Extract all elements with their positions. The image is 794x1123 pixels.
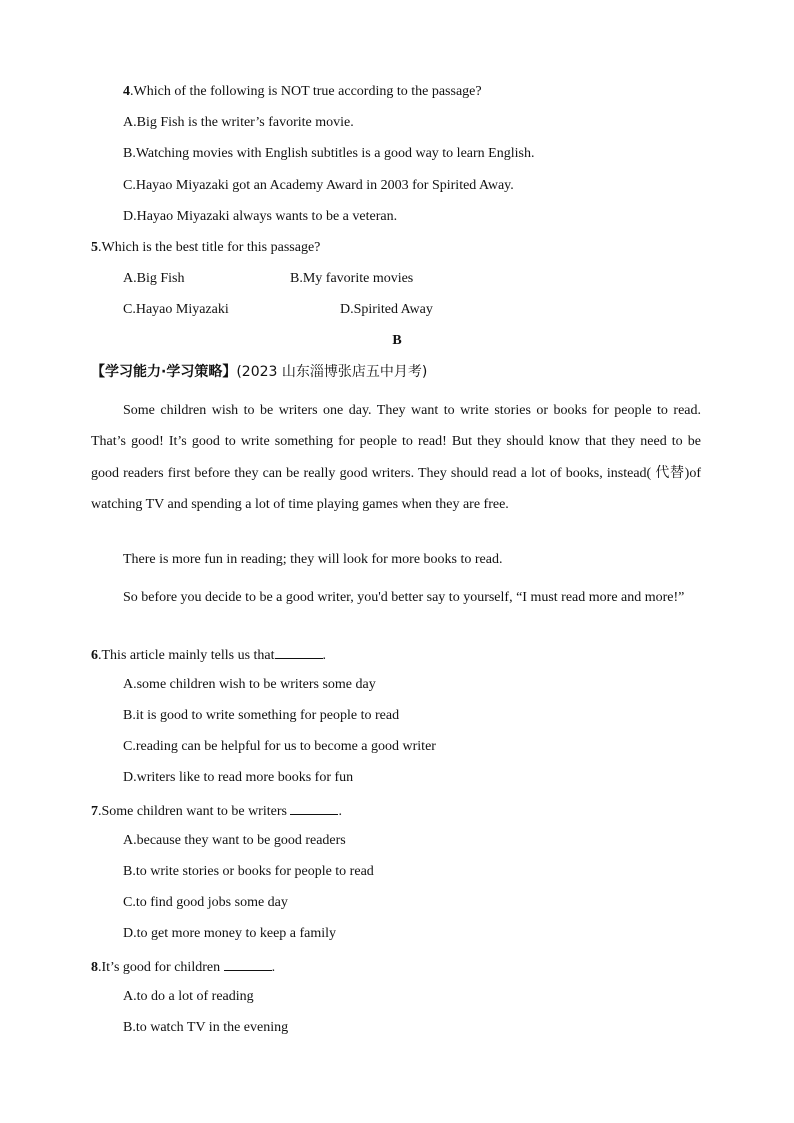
question-number: 7 xyxy=(91,804,98,819)
question-8-stem: 8.It’s good for children . xyxy=(91,957,275,977)
passage-paragraph-3: So before you decide to be a good writer, you'd better say to yourself, “I must read more and more!” xyxy=(123,590,685,605)
option-4a: A.Big Fish is the writer’s favorite movie. xyxy=(123,115,354,130)
option-7c: C.to find good jobs some day xyxy=(123,895,288,910)
option-7d: D.to get more money to keep a family xyxy=(123,926,337,941)
passage-paragraph-2: There is more fun in reading; they will look for more books to read. xyxy=(123,552,503,567)
option-6c: C.reading can be helpful for us to become a good writer xyxy=(123,739,436,754)
option-6a: A.some children wish to be writers some day xyxy=(123,677,376,692)
option-6d: D.writers like to read more books for fun xyxy=(123,770,354,785)
question-6-stem: 6.This article mainly tells us that . xyxy=(91,645,326,665)
answer-blank[interactable] xyxy=(275,645,323,659)
option-7a: A.because they want to be good readers xyxy=(123,833,346,848)
section-header xyxy=(91,363,427,382)
section-source: (2023 山东淄博张店五中月考) xyxy=(236,364,428,380)
option-5c: C.Hayao Miyazaki xyxy=(123,302,229,317)
option-7b: B.to write stories or books for people to read xyxy=(123,864,374,879)
question-number: 4 xyxy=(123,84,130,99)
question-5-stem: 5.Which is the best title for this passage? xyxy=(91,240,321,255)
passage-paragraph-1: Some children wish to be writers one day. They want to write stories or books for people to read. That’s good! It’s good to write something for people to read! But they should know that they need to be good readers first before they can be really good writers. They should read a lot of books, instead( 代替)of watching TV and spending a lot of time playing games when they are free. xyxy=(91,403,701,512)
option-5b: B.My favorite movies xyxy=(290,271,414,286)
question-number: 6 xyxy=(91,648,98,663)
question-4-stem: 4.Which of the following is NOT true according to the passage? xyxy=(123,84,482,99)
option-4c: C.Hayao Miyazaki got an Academy Award in 2003 for Spirited Away. xyxy=(123,178,514,193)
option-6b: B.it is good to write something for people to read xyxy=(123,708,400,723)
question-7-stem: 7.Some children want to be writers . xyxy=(91,801,342,821)
question-number: 8 xyxy=(91,960,98,975)
section-tag: 【学习能力·学习策略】 xyxy=(91,364,237,380)
option-8b: B.to watch TV in the evening xyxy=(123,1020,289,1035)
question-number: 5 xyxy=(91,240,98,255)
option-4d: D.Hayao Miyazaki always wants to be a veteran. xyxy=(123,209,398,224)
option-8a: A.to do a lot of reading xyxy=(123,989,254,1004)
option-5a: A.Big Fish xyxy=(123,271,185,286)
section-letter: B xyxy=(392,333,402,348)
answer-blank[interactable] xyxy=(290,801,338,815)
option-5d: D.Spirited Away xyxy=(340,302,433,317)
option-4b: B.Watching movies with English subtitles is a good way to learn English. xyxy=(123,146,535,161)
answer-blank[interactable] xyxy=(224,957,272,971)
